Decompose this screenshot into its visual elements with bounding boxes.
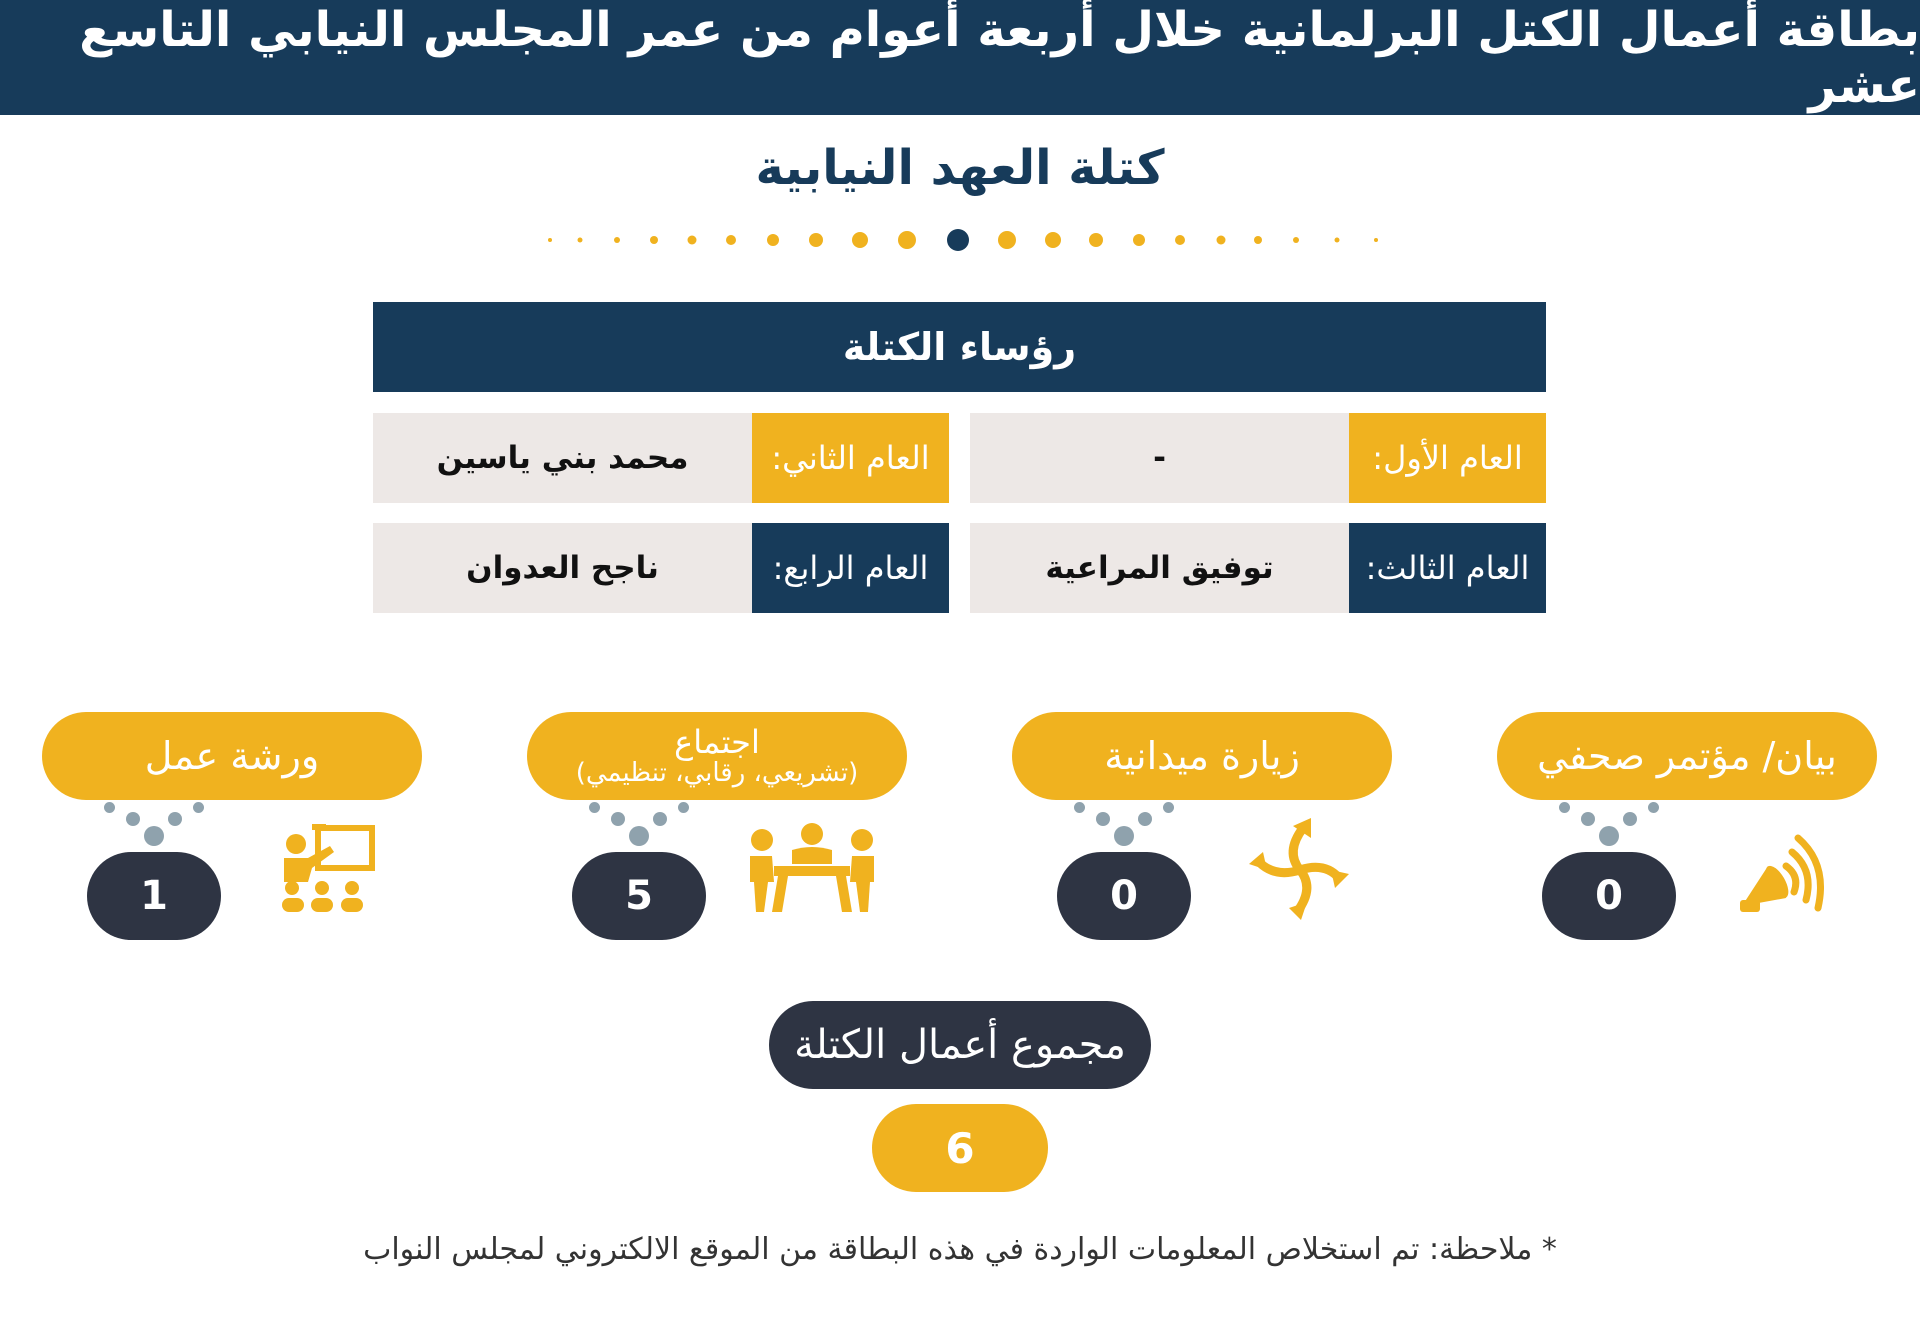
divider-dot (1374, 238, 1378, 242)
year4-label: العام الرابع: (752, 523, 949, 613)
total-value: 6 (872, 1104, 1048, 1192)
meeting-category (527, 712, 907, 800)
page-header (0, 0, 1920, 115)
total-label: مجموع أعمال الكتلة (769, 1001, 1151, 1089)
workshop-category (42, 712, 422, 800)
visit-category (1012, 712, 1392, 800)
year2-label: العام الثاني: (752, 413, 949, 503)
divider-dot (1335, 238, 1340, 243)
leaders-heading (373, 302, 1546, 392)
year4-value: ناجح العدوان (373, 523, 752, 613)
meeting-sublabel: (تشريعي، رقابي، تنظيمي) (575, 758, 859, 788)
year1-label: العام الأول: (1349, 413, 1546, 503)
leaders-heading-text: رؤساء الكتلة (842, 325, 1077, 369)
year3-label: العام الثالث: (1349, 523, 1546, 613)
divider-dot (1254, 236, 1262, 244)
divider-dot (1089, 233, 1103, 247)
meeting-count: 5 (572, 852, 706, 940)
statement-category (1497, 712, 1877, 800)
divider-dot (1133, 234, 1145, 246)
divider-dot (1175, 235, 1185, 245)
divider-dot (809, 233, 823, 247)
divider-dot (898, 231, 916, 249)
divider-dot (688, 236, 697, 245)
footnote: * ملاحظة: تم استخلاص المعلومات الواردة في هذه البطاقة من الموقع الالكتروني لمجلس النواب (363, 1232, 1557, 1267)
workshop-presentation-icon (278, 822, 388, 922)
divider-dot (1217, 236, 1226, 245)
block-name: كتلة العهد النيابية (755, 140, 1165, 196)
dots-divider (540, 225, 1380, 255)
divider-dot (767, 234, 779, 246)
statement-connector (1559, 798, 1659, 848)
meeting-table-icon (748, 820, 876, 920)
divider-dot (1045, 232, 1061, 248)
divider-dot (578, 238, 583, 243)
divider-center-dot (947, 229, 969, 251)
statement-count: 0 (1542, 852, 1676, 940)
workshop-count: 1 (87, 852, 221, 940)
divider-dot (614, 237, 620, 243)
statement-label: بيان/ مؤتمر صحفي (1537, 734, 1837, 778)
divider-dot (998, 231, 1016, 249)
year2-value: محمد بني ياسين (373, 413, 752, 503)
visit-count: 0 (1057, 852, 1191, 940)
megaphone-icon (1728, 820, 1838, 920)
divider-dot (548, 238, 552, 242)
divider-dot (1293, 237, 1299, 243)
divider-dot (852, 232, 868, 248)
divider-dot (726, 235, 736, 245)
year1-value: - (970, 413, 1349, 503)
visit-label: زيارة ميدانية (1104, 734, 1300, 778)
year3-value: توفيق المراعية (970, 523, 1349, 613)
meeting-connector (589, 798, 689, 848)
visit-connector (1074, 798, 1174, 848)
meeting-label: اجتماع (674, 723, 760, 761)
page-title: بطاقة أعمال الكتل البرلمانية خلال أربعة أعوام من عمر المجلس النيابي التاسع عشر (79, 1, 1920, 114)
divider-dot (650, 236, 658, 244)
field-visit-arrows-icon (1245, 812, 1355, 912)
workshop-connector (104, 798, 204, 848)
workshop-label: ورشة عمل (144, 734, 320, 778)
